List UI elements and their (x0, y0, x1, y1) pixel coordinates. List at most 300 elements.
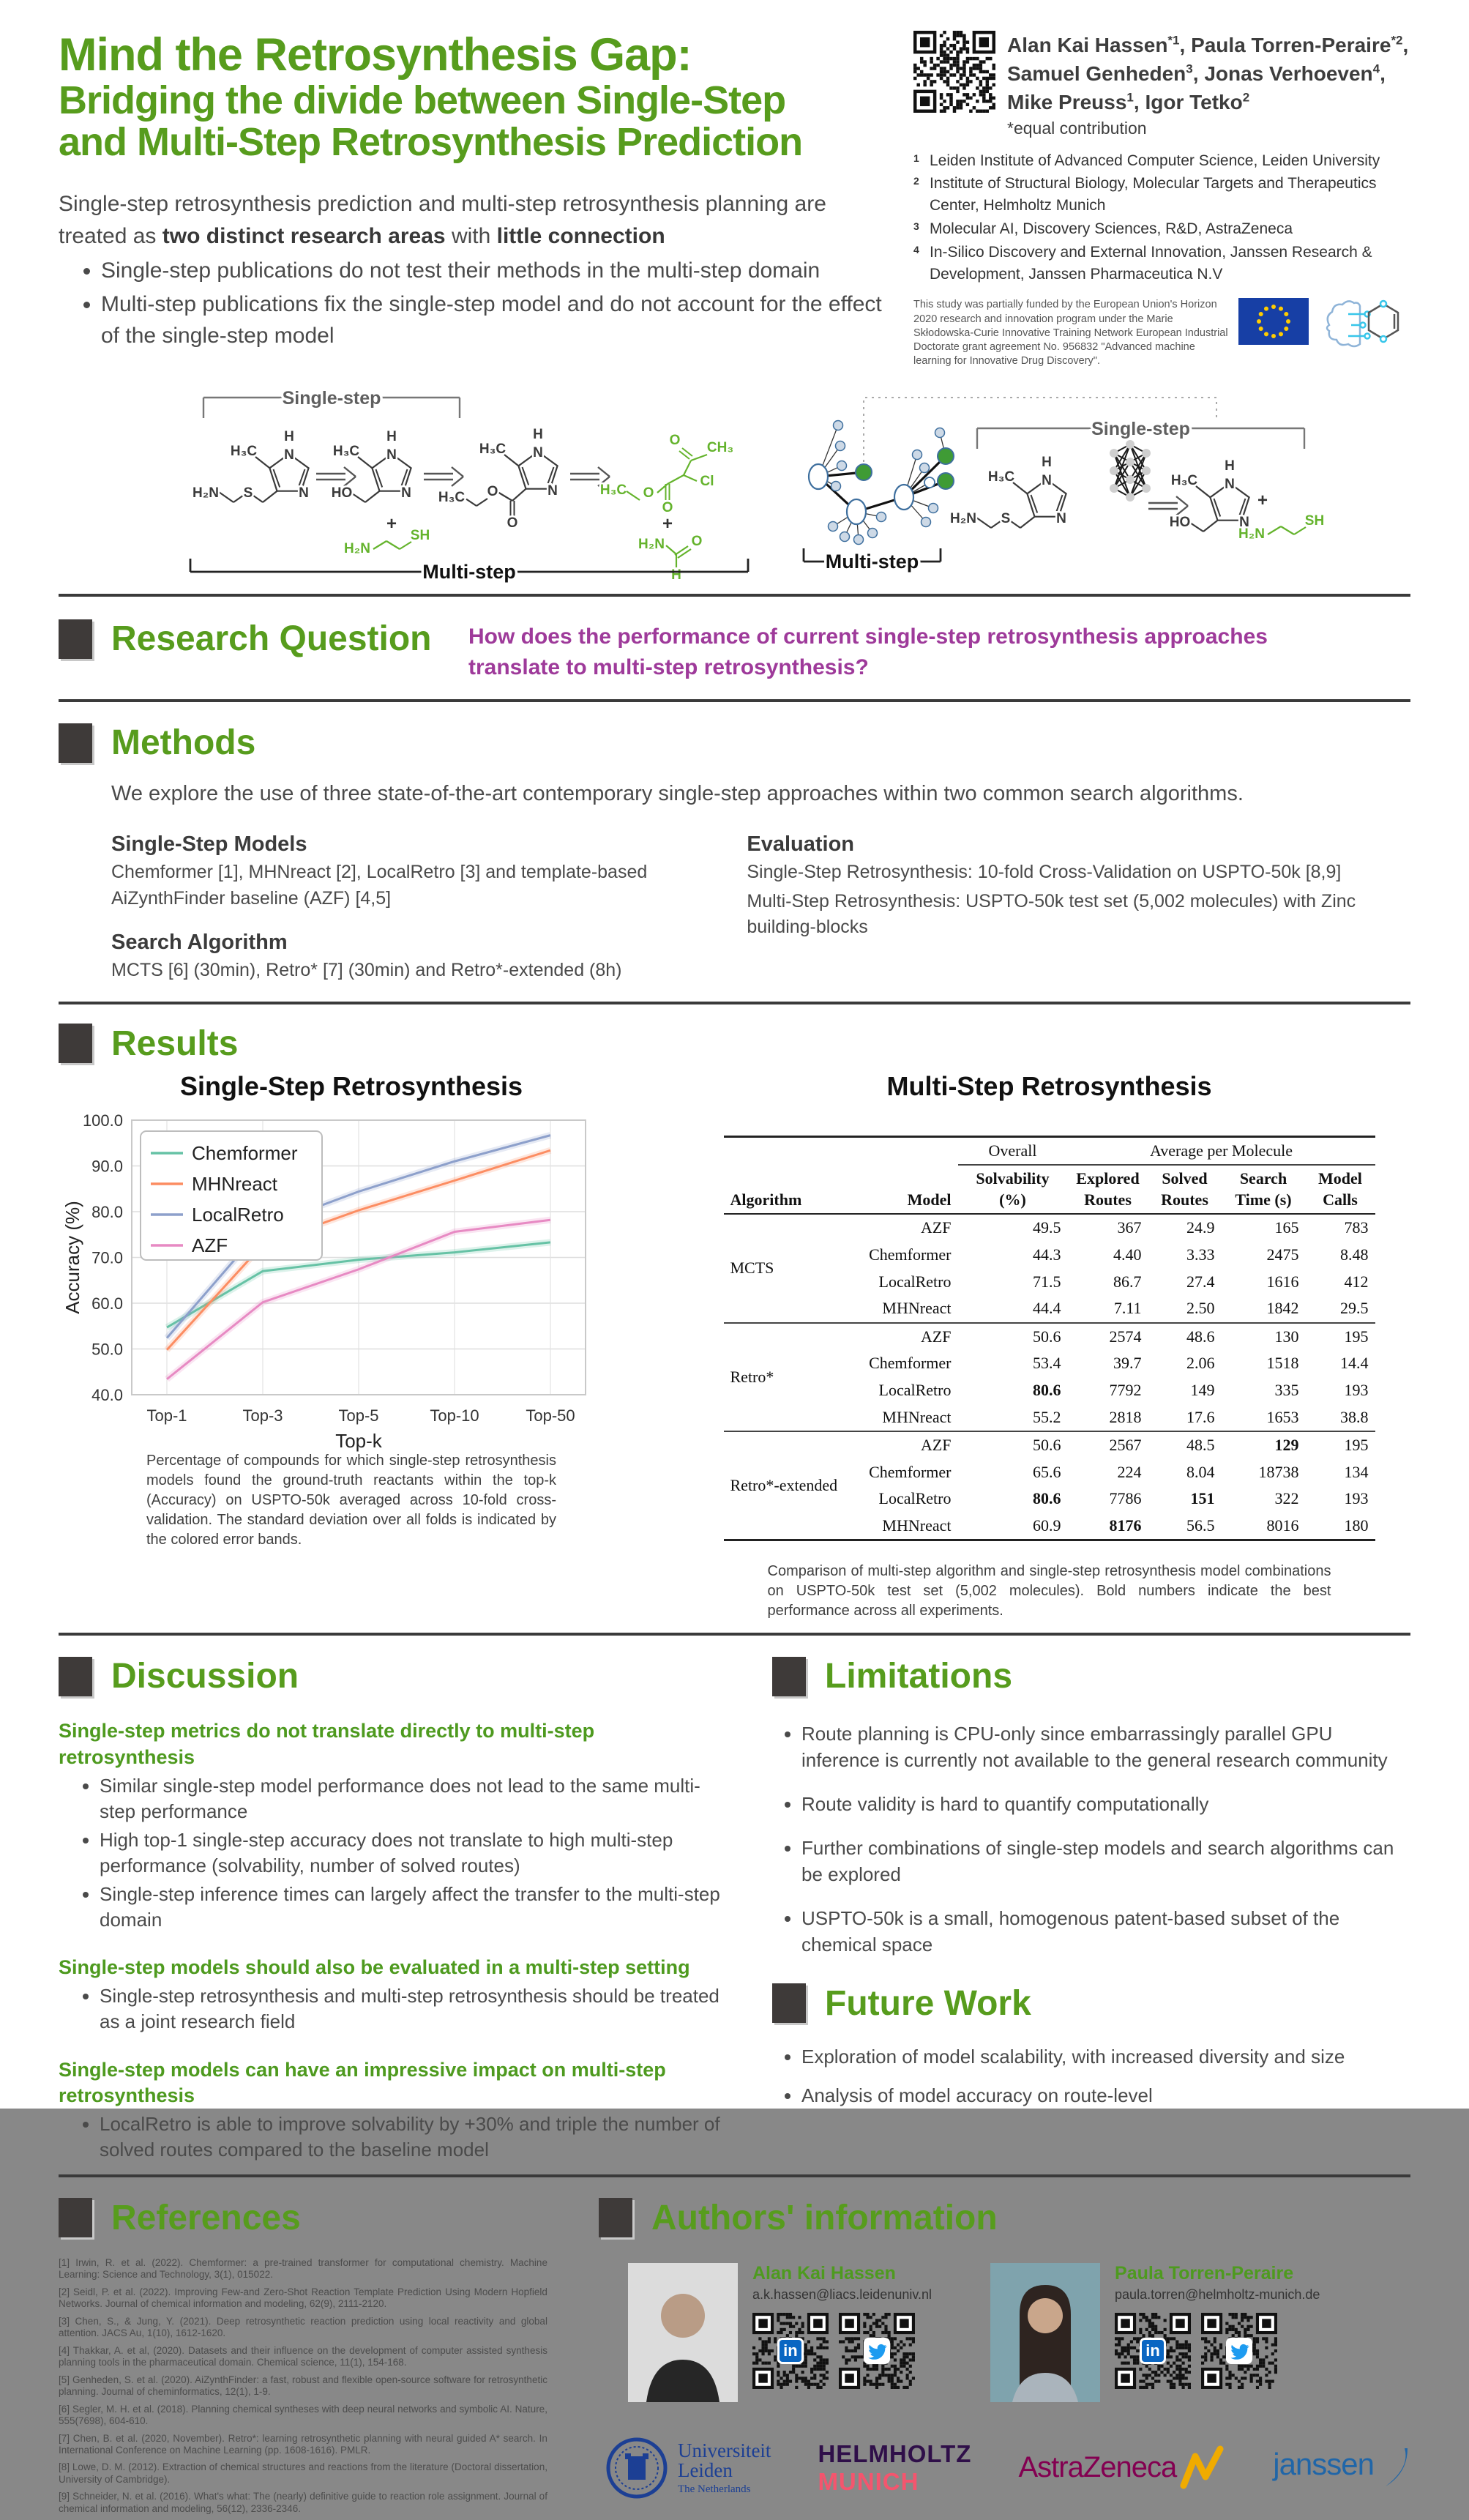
linkedin-icon: in (1140, 2338, 1166, 2364)
value-cell: 7792 (1109, 1380, 1142, 1399)
future-work-list (801, 2044, 1410, 2110)
atom-label: Top-50 (526, 1406, 575, 1425)
value-cell: 1842 (1266, 1299, 1299, 1318)
tree-leaf-node (840, 532, 850, 542)
atom-label: 90.0 (91, 1157, 123, 1176)
atom-label: CH₃ (706, 440, 734, 456)
value-cell: 2475 (1266, 1245, 1299, 1264)
section-title-research-question: Research Question (111, 619, 432, 659)
algorithm-cell: Retro*-extended (724, 1431, 848, 1540)
author-name: Alan Kai Hassen (752, 2262, 896, 2284)
discussion-bullet: • LocalRetro is able to improve solvability by +30% and triple the number of solved routes compared to the baseline model (100, 2111, 721, 2163)
section-title-authors-information: Authors' information (651, 2198, 998, 2237)
single-step-results-column (59, 1068, 644, 1622)
value-cell: 412 (1344, 1272, 1369, 1291)
tree-node (894, 485, 913, 510)
value-cell: 49.5 (958, 1214, 1068, 1242)
value-cell: 1518 (1266, 1354, 1299, 1373)
limitations-section (772, 1656, 1410, 2162)
nn-icon-node (1126, 475, 1135, 484)
nn-icon-node (1126, 458, 1135, 466)
reference-item: [1] Irwin, R. et al. (2022). Chemformer: a pre-trained transformer for computational chemistry. Machine Learning: Science and Technology, 3(1), 015022. (59, 2256, 547, 2281)
tree-leaf-node (929, 504, 938, 513)
header-right (913, 31, 1410, 368)
author-name: Mike Preuss (1007, 91, 1127, 114)
reference-item: [4] Thakkar, A. et al, (2020). Datasets and their influence on the development of computer assisted synthesis planning tools in the pharmaceutical domain. Chemical science, 11(1), 154-168. (59, 2344, 547, 2368)
astrazeneca-ribbon-icon (1179, 2445, 1226, 2491)
eu-flag-star (1284, 327, 1288, 331)
reference-item: [7] Chen, B. et al. (2020, November). Retro*: learning retrosynthetic planning with neural guided A* search. In International Conference on Machine Learning (pp. 1608-1616). PMLR. (59, 2432, 547, 2456)
divider (59, 1002, 1410, 1004)
funding-note: This study was partially funded by the European Union's Horizon 2020 research and innovation program under the Marie Skłodowska-Curie Innovative Training Network European Industrial Doctorate grant agreement No. 956832 "Advanced machine learning for Innovative Drug Discovery". (913, 299, 1228, 367)
affiliation-item: 3 Molecular AI, Discovery Sciences, R&D, AstraZeneca (913, 218, 1410, 240)
atom-label: H₃C (332, 444, 360, 460)
atom-label: Single-step (282, 388, 381, 409)
value-cell: 60.9 (1033, 1516, 1061, 1535)
table-row (724, 1431, 1375, 1459)
atom-label: N (533, 445, 543, 461)
retrosynthesis-arrow-icon (1176, 496, 1188, 506)
value-cell: 14.4 (1340, 1354, 1369, 1373)
atom-label: N (547, 483, 558, 499)
authors-information-section (599, 2198, 1410, 2520)
eu-flag-star (1264, 307, 1268, 311)
value-cell: 56.5 (1186, 1516, 1215, 1535)
limitation-bullet: • Route planning is CPU-only since embarrassingly parallel GPU inference is currently not available to the general research community (801, 1721, 1410, 1774)
value-cell: 8016 (1266, 1516, 1299, 1535)
table-caption: Comparison of multi-step algorithm and single-step retrosynthesis model combinations on USPTO-50k test set (5,002 molecules). Bold numbers indicate the best performance across all experiments. (767, 1563, 1331, 1619)
atom-label: H (533, 427, 543, 443)
leiden-university-logo (606, 2437, 771, 2499)
search-algorithm-heading: Search Algorithm (111, 931, 288, 955)
tree-leaf-node (922, 518, 931, 527)
intro-paragraph (59, 188, 886, 252)
discussion-bullet: • High top-1 single-step accuracy does not translate to high multi-step performance (solvability, number of solved routes) (100, 1827, 721, 1879)
value-cell: 17.6 (1186, 1407, 1215, 1426)
value-cell: 38.8 (1340, 1407, 1369, 1426)
tree-leaf-node (868, 529, 878, 538)
atom-label: N (1239, 515, 1249, 531)
value-cell: 2818 (1109, 1407, 1142, 1426)
twitter-qr (1201, 2313, 1277, 2389)
atom-label: N (299, 485, 309, 502)
affiliation-text: Leiden Institute of Advanced Computer Science, Leiden University (930, 152, 1380, 169)
references-list (59, 2257, 547, 2515)
janssen-swoosh-icon (1378, 2447, 1410, 2489)
discussion-bullet: • Single-step retrosynthesis and multi-step retrosynthesis should be treated as a joint research field (100, 1983, 721, 2035)
tree-solved-node (856, 464, 872, 480)
discussion-bullet-list (100, 1773, 721, 1934)
leiden-name-line2: Leiden (677, 2459, 733, 2482)
helmholtz-line1: HELMHOLTZ (818, 2439, 972, 2467)
discussion-bullet: • Similar single-step model performance does not lead to the same multi-step performance (100, 1773, 721, 1824)
limitation-bullet: • Further combinations of single-step models and search algorithms can be explored (801, 1835, 1410, 1888)
reference-item: [6] Segler, M. H. et al. (2018). Planning chemical syntheses with deep neural networks and symbolic AI. Nature, 555(7698), 604-610. (59, 2403, 547, 2427)
chart-title: Single-Step Retrosynthesis (179, 1070, 523, 1101)
model-cell: Chemformer (869, 1354, 952, 1373)
column-header: Solved Routes (1148, 1165, 1222, 1214)
eu-flag-star (1257, 319, 1261, 324)
section-marker-icon (59, 2198, 92, 2237)
retrosynthesis-figure (168, 383, 1410, 582)
section-marker-icon (772, 1657, 806, 1696)
title-line-3: and Multi-Step Retrosynthesis Prediction (59, 120, 803, 164)
eu-flag-star (1284, 312, 1288, 316)
tree-solved-node (938, 473, 954, 489)
column-group-header: Overall (958, 1136, 1068, 1165)
intro-segment: little connection (496, 223, 665, 248)
eu-flag-star (1259, 327, 1263, 331)
value-cell: 1653 (1266, 1407, 1299, 1426)
value-cell: 80.6 (1033, 1380, 1061, 1399)
atom-label: Top-3 (242, 1406, 283, 1425)
value-cell: 7786 (1109, 1489, 1142, 1508)
atom-label: 60.0 (91, 1294, 123, 1313)
author-email: a.k.hassen@liacs.leidenuniv.nl (752, 2286, 932, 2302)
nn-icon-node (1110, 466, 1118, 475)
nn-icon-node (1110, 449, 1118, 458)
header-left (59, 31, 886, 368)
reference-item: [5] Genheden, S. et al. (2020). AiZynthFinder: a fast, robust and flexible open-source software for retrosynthetic planning. Journal of cheminformatics, 12(1), 1-9. (59, 2374, 547, 2398)
tree-leaf-node (913, 450, 922, 460)
section-marker-icon (772, 1983, 806, 2023)
discussion-bullet-list (100, 2111, 721, 2163)
atom-label: O (669, 433, 681, 449)
tree-leaf-node (837, 461, 847, 471)
atom-label: AZF (192, 1234, 228, 1256)
atom-label: HO (331, 485, 353, 502)
nn-icon-node (1142, 484, 1151, 493)
atom-label: H₂N (638, 537, 665, 553)
intro-bullet-list (101, 255, 886, 352)
results-section (59, 1016, 1410, 1622)
value-cell: 2567 (1068, 1431, 1148, 1459)
column-header: Explored Routes (1068, 1165, 1148, 1214)
table-title: Multi-Step Retrosynthesis (886, 1070, 1212, 1101)
atom-label: H (1042, 455, 1052, 471)
authors-list: Alan Kai Hassen$^{*1}$, Paula Torren-Peraire$^{*2}$, Samuel Genheden$^3$, Jonas Verhoeven$^4$, Mike Preuss$^1$, Igor Tetko$^2$ (1007, 33, 1409, 114)
section-marker-icon (59, 1657, 92, 1696)
multi-step-results-column (688, 1068, 1410, 1622)
author-photo-alan (628, 2263, 738, 2402)
tree-solved-node (938, 448, 954, 464)
discussion-section (59, 1656, 721, 2162)
accuracy-line-chart (59, 1102, 629, 1452)
value-cell: 44.3 (1033, 1245, 1061, 1264)
tree-leaf-node (854, 535, 864, 545)
algorithm-cell: MCTS (724, 1214, 848, 1322)
poster-title (59, 31, 886, 163)
institution-logos (606, 2437, 1410, 2499)
reference-item: [9] Schneider, N. et al. (2016). What's what: The (nearly) definitive guide to reaction role assignment. Journal of chemical information and modeling, 56(12), 2336-2346. (59, 2491, 547, 2514)
search-tree-single-step-figure (783, 383, 1325, 582)
model-cell: LocalRetro (878, 1489, 952, 1508)
intro-bullet: • Single-step publications do not test their methods in the multi-step domain (101, 255, 886, 287)
column-header: Model (848, 1165, 958, 1214)
affiliations-list (913, 150, 1410, 286)
value-cell: 55.2 (1033, 1407, 1061, 1426)
atom-label: H₃C (438, 490, 466, 506)
author-name: Paula Torren-Peraire (1115, 2262, 1294, 2284)
value-cell: 4.40 (1113, 1245, 1142, 1264)
reference-item: [8] Lowe, D. M. (2012). Extraction of chemical structures and reactions from the literature (Doctoral dissertation, University of Cambridge). (59, 2461, 547, 2485)
eu-flag-star (1259, 312, 1263, 316)
tree-leaf-node (935, 428, 945, 438)
section-marker-icon (59, 723, 92, 763)
atom-label: H₃C (230, 444, 258, 460)
table-row (724, 1323, 1375, 1351)
value-cell: 180 (1344, 1516, 1369, 1535)
atom-label: 100.0 (82, 1111, 123, 1130)
value-cell: 151 (1190, 1489, 1215, 1508)
model-cell: Chemformer (869, 1462, 952, 1481)
twitter-bird-icon (1229, 2341, 1249, 2361)
atom-label: H (386, 429, 397, 445)
multi-step-results-table (724, 1136, 1375, 1542)
atom-label: H₃C (479, 441, 507, 458)
nn-icon-node (1110, 484, 1118, 493)
twitter-bird-icon (867, 2341, 887, 2361)
value-cell: 367 (1068, 1214, 1148, 1242)
author-card (628, 2263, 932, 2402)
atom-label: H (671, 567, 681, 584)
value-cell: 2574 (1068, 1323, 1148, 1351)
section-title-methods: Methods (111, 723, 256, 763)
atom-label: Top-1 (146, 1406, 187, 1425)
atom-label: O (507, 515, 518, 532)
atom-label: H₂N (1238, 526, 1265, 543)
single-step-models-heading: Single-Step Models (111, 832, 307, 857)
nn-icon-node (1126, 440, 1135, 449)
methods-section (59, 714, 1410, 990)
linkedin-qr (1115, 2313, 1191, 2389)
value-cell: 7.11 (1113, 1299, 1142, 1318)
reference-item: [2] Seidl, P. et al. (2022). Improving Few-and Zero-Shot Reaction Template Prediction Using Modern Hopfield Networks. Journal of chemical information and modeling, 62(9), 2111-2120. (59, 2286, 547, 2310)
section-title-future-work: Future Work (825, 1983, 1031, 2023)
value-cell: 18738 (1258, 1462, 1299, 1481)
atom-label: + (386, 514, 397, 534)
affiliation-text: Institute of Structural Biology, Molecular Targets and Therapeutics Center, Helmholtz Munich (930, 175, 1377, 215)
atom-label: S (1001, 511, 1011, 527)
atom-label: Single-step (1091, 419, 1190, 440)
intro-bullet: • Multi-step publications fix the single-step model and do not account for the effect of the single-step model (101, 288, 886, 352)
atom-label: H₃C (1170, 473, 1198, 489)
retrosynthesis-arrow-icon (598, 467, 610, 477)
evaluation-line-2: Multi-Step Retrosynthesis: USPTO-50k test set (5,002 molecules) with Zinc building-blocks (747, 890, 1356, 938)
value-cell: 80.6 (1033, 1489, 1061, 1508)
atom-label: Top-10 (430, 1406, 479, 1425)
value-cell: 134 (1344, 1462, 1369, 1481)
value-cell: 48.5 (1148, 1431, 1222, 1459)
atom-label: N (401, 485, 411, 502)
atom-label: N (1225, 477, 1235, 493)
references-section (59, 2198, 547, 2520)
atom-label: Cl (700, 474, 714, 490)
section-title-discussion: Discussion (111, 1657, 299, 1696)
atom-label: SH (410, 528, 430, 544)
value-cell: 165 (1222, 1214, 1306, 1242)
header (59, 31, 1410, 368)
search-algorithm-text: MCTS [6] (30min), Retro* [7] (30min) and Retro*-extended (8h) (111, 960, 622, 981)
value-cell: 44.4 (1033, 1299, 1061, 1318)
value-cell: 8.48 (1340, 1245, 1369, 1264)
section-title-references: References (111, 2198, 301, 2237)
single-step-models-text: Chemformer [1], MHNreact [2], LocalRetro [3] and template-based AiZynthFinder baseline (AZF) [4,5] (111, 862, 648, 909)
tree-node (847, 499, 866, 524)
nn-icon-node (1142, 449, 1151, 458)
atom-label: MHNreact (192, 1172, 278, 1195)
atom-label: H (284, 429, 294, 445)
eu-flag-star (1264, 332, 1268, 337)
atom-label: O (487, 484, 498, 500)
author-name: Igor Tetko (1145, 91, 1243, 114)
value-cell: 224 (1117, 1462, 1142, 1481)
brain-outline (1327, 302, 1360, 347)
author-name: Jonas Verhoeven (1204, 62, 1373, 86)
evaluation-heading: Evaluation (747, 832, 855, 857)
nn-icon-node (1142, 466, 1151, 475)
eu-flag-star (1279, 332, 1283, 337)
value-cell: 130 (1222, 1323, 1306, 1351)
tree-leaf-node (831, 482, 841, 491)
discussion-subheading: Single-step models can have an impressive impact on multi-step retrosynthesis (59, 2058, 666, 2106)
research-question-section (59, 608, 1410, 687)
leiden-tagline: The Netherlands (677, 2483, 751, 2495)
atom-label: N (1056, 511, 1066, 527)
atom-label: H₂N (192, 485, 219, 502)
equal-contribution-note: *equal contribution (1007, 118, 1147, 138)
author-card (990, 2263, 1320, 2402)
atom-label: O (662, 500, 673, 516)
leiden-seal-icon (606, 2437, 668, 2499)
atom-label: Top-5 (338, 1406, 379, 1425)
value-cell: 24.9 (1148, 1214, 1222, 1242)
astrazeneca-logo (1018, 2445, 1226, 2491)
helmholtz-line2: MUNICH (818, 2467, 919, 2495)
atom-label: H₂N (950, 511, 976, 527)
value-cell: 2.06 (1186, 1354, 1215, 1373)
eu-flag-star (1279, 307, 1283, 311)
atom-label: Multi-step (825, 551, 919, 573)
author-name: Alan Kai Hassen (1007, 34, 1168, 56)
discussion-bullet: • Single-step inference times can largely affect the transfer to the multi-step domain (100, 1882, 721, 1933)
value-cell: 50.6 (958, 1431, 1068, 1459)
atom-label: LocalRetro (192, 1203, 284, 1226)
atom-label: 50.0 (91, 1340, 123, 1359)
intro-segment: Single-step retrosynthesis prediction and multi-step retrosynthesis planning are treated as (59, 192, 826, 248)
divider (59, 2174, 1410, 2177)
leiden-name-line1: Universiteit (677, 2439, 771, 2461)
value-cell: 1616 (1266, 1272, 1299, 1291)
retrosynthesis-arrow-icon (452, 467, 463, 477)
column-group-header: Average per Molecule (1068, 1136, 1375, 1165)
atom-label: Top-k (335, 1429, 382, 1452)
column-header: Algorithm (724, 1165, 848, 1214)
atom-label: H₂N (344, 541, 370, 557)
evaluation-line-1: Single-Step Retrosynthesis: 10-fold Cross-Validation on USPTO-50k [8,9] (747, 862, 1342, 883)
tree-leaf-node (877, 512, 886, 522)
eu-flag-star (1271, 334, 1276, 338)
value-cell: 53.4 (1033, 1354, 1061, 1373)
value-cell: 65.6 (1033, 1462, 1061, 1481)
atom-label: O (691, 534, 703, 550)
model-cell: MHNreact (882, 1516, 952, 1535)
column-header: Solvability (%) (958, 1165, 1068, 1214)
value-cell: 195 (1306, 1323, 1375, 1351)
value-cell: 195 (1306, 1431, 1375, 1459)
discussion-subheading: Single-step models should also be evaluated in a multi-step setting (59, 1956, 690, 1979)
future-work-section (772, 1983, 1410, 2024)
single-vs-multi-step-reaction-figure (168, 383, 769, 582)
atom-label: 40.0 (91, 1385, 123, 1404)
author-email: paula.torren@helmholtz-munich.de (1115, 2286, 1320, 2302)
reference-item: [3] Chen, S., & Jung, Y. (2021). Deep retrosynthetic reaction prediction using local reactivity and global attention. JACS Au, 1(10), 1612-1620. (59, 2315, 547, 2339)
y-axis-label: Accuracy (%) (61, 1200, 83, 1314)
value-cell: 2.50 (1186, 1299, 1215, 1318)
affiliation-item: 1 Leiden Institute of Advanced Computer Science, Leiden University (913, 150, 1410, 172)
atom-label: N (284, 447, 294, 463)
atom-label: H₃C (987, 469, 1015, 485)
affiliation-text: Molecular AI, Discovery Sciences, R&D, AstraZeneca (930, 220, 1293, 237)
divider (59, 699, 1410, 702)
future-work-bullet: • Analysis of model accuracy on route-level (801, 2083, 1410, 2109)
model-cell: LocalRetro (878, 1272, 952, 1291)
atom-label: + (662, 514, 673, 534)
eu-flag-icon (1238, 298, 1309, 345)
value-cell: 3.33 (1186, 1245, 1215, 1264)
intro-segment: with (445, 223, 497, 248)
model-cell: MHNreact (882, 1299, 952, 1318)
value-cell: 50.6 (958, 1323, 1068, 1351)
value-cell: 27.4 (1186, 1272, 1215, 1291)
title-line-1: Mind the Retrosynthesis Gap: (59, 29, 692, 81)
atom-label: 80.0 (91, 1202, 123, 1221)
atom-label: H (1225, 458, 1235, 474)
atom-label: O (643, 485, 654, 502)
janssen-logo (1273, 2447, 1410, 2489)
retrosynthesis-arrow-icon (452, 477, 463, 486)
limitation-bullet: • USPTO-50k is a small, homogenous patent-based subset of the chemical space (801, 1906, 1410, 1958)
affiliation-item: 4 In-Silico Discovery and External Innovation, Janssen Research & Development, Janssen Pharmaceutica N.V (913, 242, 1410, 286)
tree-leaf-node (829, 522, 838, 532)
divider (59, 594, 1410, 597)
nn-icon-node (1126, 493, 1135, 502)
atom-label: SH (1304, 513, 1325, 529)
janssen-wordmark: janssen (1273, 2446, 1374, 2481)
algorithm-cell: Retro* (724, 1323, 848, 1431)
linkedin-icon: in (777, 2338, 804, 2364)
atom-label: + (1257, 491, 1268, 511)
limitations-list (801, 1721, 1410, 1958)
eu-flag-star (1286, 319, 1290, 324)
model-cell: AZF (848, 1323, 958, 1351)
atom-label: H₃C (599, 482, 627, 499)
atom-label: HO (1169, 515, 1191, 531)
affiliation-text: In-Silico Discovery and External Innovation, Janssen Research & Development, Janssen Pharmaceutica N.V (930, 243, 1372, 283)
retrosynthesis-arrow-icon (344, 467, 356, 477)
model-cell: AZF (848, 1431, 958, 1459)
section-title-results: Results (111, 1024, 239, 1063)
author-name: Samuel Genheden (1007, 62, 1186, 86)
value-cell: 29.5 (1340, 1299, 1369, 1318)
discussion-bullet-list (100, 1983, 721, 2035)
atom-label: Chemformer (192, 1141, 298, 1164)
future-work-bullet: • Exploration of model scalability, with increased diversity and size (801, 2044, 1410, 2070)
atom-label: N (1042, 473, 1052, 489)
value-cell: 322 (1274, 1489, 1299, 1508)
author-photo-paula (990, 2263, 1100, 2402)
model-cell: AZF (848, 1214, 958, 1242)
